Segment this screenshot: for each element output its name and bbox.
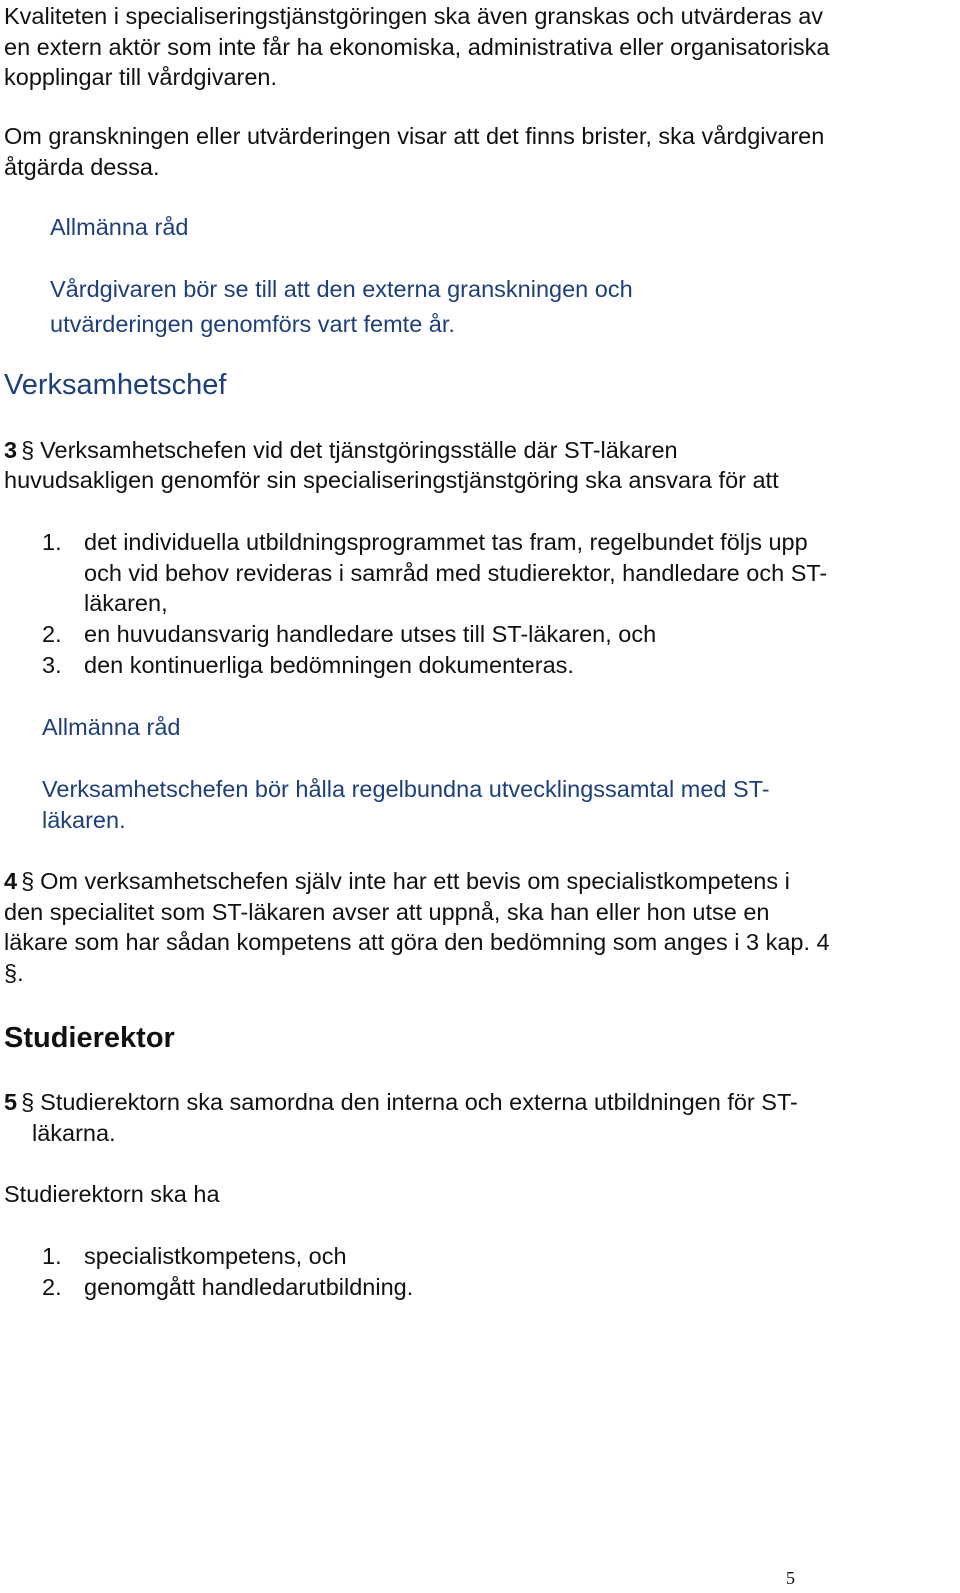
section-sign: §: [21, 437, 35, 463]
intro-p2-line-1: Om granskningen eller utvärderingen visar att det finns brister, ska vårdgivaren: [4, 123, 825, 149]
paragraph-4-line-4: [4, 959, 24, 987]
list-item-1-line-3: läkaren,: [84, 590, 168, 616]
list-item-1-line-1: det individuella utbildningsprogrammet tas fram, regelbundet följs upp: [84, 529, 808, 555]
advice-heading-1: Allmänna råd: [50, 214, 189, 240]
paragraph-3-text: Verksamhetschefen vid det tjänstgöringsställe där ST-läkaren: [40, 437, 678, 463]
advice-2-line-1: Verksamhetschefen bör hålla regelbundna utvecklingssamtal med ST-: [42, 776, 770, 802]
paragraph-4-line-1: [4, 867, 790, 895]
list-number: 3.: [42, 652, 62, 678]
paragraph-5-text: Studierektorn ska samordna den interna och externa utbildningen för ST-: [40, 1089, 798, 1115]
section-heading-verksamhetschef: Verksamhetschef: [4, 369, 227, 401]
intro-p1-line-2: en extern aktör som inte får ha ekonomiska, administrativa eller organisatoriska: [4, 34, 830, 60]
list-item-3-line-1: den kontinuerliga bedömningen dokumenteras.: [84, 652, 574, 678]
list-number: 1.: [42, 1243, 62, 1269]
advice-1-line-1: Vårdgivaren bör se till att den externa granskningen och: [50, 276, 633, 302]
intro-p1-line-1: Kvaliteten i specialiseringstjänstgöringen ska även granskas och utvärderas av: [4, 3, 824, 29]
section-heading-studierektor: Studierektor: [4, 1022, 175, 1054]
paragraph-3-line-1: [4, 436, 678, 464]
studierektor-intro: Studierektorn ska ha: [4, 1181, 220, 1207]
paragraph-5-line-2: läkarna.: [32, 1120, 116, 1146]
section-sign: §: [21, 868, 35, 894]
advice-heading-2: Allmänna råd: [42, 714, 181, 740]
list-item-1-line-2: och vid behov revideras i samråd med studierektor, handledare och ST-: [84, 560, 828, 586]
intro-p2-line-2: åtgärda dessa.: [4, 154, 160, 180]
paragraph-3-line-2: huvudsakligen genomför sin specialiseringstjänstgöring ska ansvara för att: [4, 467, 779, 493]
intro-p1-line-3: kopplingar till vårdgivaren.: [4, 64, 278, 90]
paragraph-number: 4: [4, 868, 18, 894]
advice-2-line-2: läkaren.: [42, 807, 126, 833]
list-number: 1.: [42, 529, 62, 555]
paragraph-number: 3: [4, 437, 18, 463]
studierektor-list-item-2: genomgått handledarutbildning.: [84, 1274, 414, 1300]
studierektor-list-item-1: specialistkompetens, och: [84, 1243, 347, 1269]
advice-1-line-2: utvärderingen genomförs vart femte år.: [50, 311, 455, 337]
list-number: 2.: [42, 1274, 62, 1300]
section-sign: §: [4, 960, 18, 986]
paragraph-4-line-3: läkare som har sådan kompetens att göra den bedömning som anges i 3 kap. 4: [4, 929, 830, 955]
list-item-2-line-1: en huvudansvarig handledare utses till ST-läkaren, och: [84, 621, 657, 647]
paragraph-4-end: .: [17, 960, 24, 986]
list-number: 2.: [42, 621, 62, 647]
page-number: 5: [786, 1568, 795, 1588]
paragraph-4-text: Om verksamhetschefen själv inte har ett bevis om specialistkompetens i: [40, 868, 790, 894]
paragraph-5-line-1: [4, 1088, 798, 1116]
paragraph-number: 5: [4, 1089, 18, 1115]
section-sign: §: [21, 1089, 35, 1115]
paragraph-4-line-2: den specialitet som ST-läkaren avser att uppnå, ska han eller hon utse en: [4, 899, 770, 925]
